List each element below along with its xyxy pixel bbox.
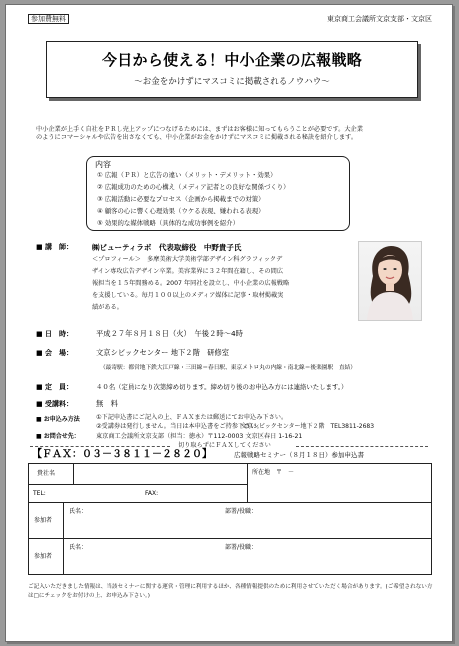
contact-line: 東京商工会議所文京支部（担当：徳永）〒112-0003 文京区春日 1-16-21 <box>96 433 303 440</box>
form-title: 広報戦略セミナー（８月１８日）参加申込書 <box>234 451 364 459</box>
page-title: 今日から使える！中小企業の広報戦略 <box>101 51 363 69</box>
contact-line: 文京シビックセンター地下２階 TEL3811-2683 <box>241 423 375 430</box>
intro-paragraph <box>36 126 436 142</box>
profile-line: 績がある。 <box>92 304 123 311</box>
contents-box <box>86 156 350 231</box>
attendee-name-label: 氏名： <box>69 508 88 515</box>
profile-line: ＜プロフィール＞ 多摩美術大学美術学部デザイン科グラフィックデ <box>92 256 283 263</box>
venue-label: ■ 会 場： <box>36 349 74 357</box>
tel-fax-row <box>29 485 248 503</box>
title-box <box>46 41 418 98</box>
capacity-value: ４０名（定員になり次第締め切ります。締め切り後のお申込み方には連絡いたします。） <box>96 383 348 391</box>
company-label-cell <box>29 464 74 484</box>
attendee-row-2[interactable] <box>29 539 431 574</box>
intro-line: のようにコマーシャルや広告を出さなくても、中小企業がお金をかけずにマスコミに掲載される秘訣を紹介します。 <box>36 134 358 141</box>
capacity-label: ■ 定 員： <box>36 383 74 391</box>
attendee-dept-label: 部署/役職： <box>225 544 258 551</box>
attendee-row-1[interactable] <box>29 503 431 539</box>
apply-line: ①下記申込書にご記入の上、ＦＡＸまたは郵送にてお申込み下さい。 <box>96 414 288 421</box>
lecturer-name: ㈱ビューティラボ 代表取締役 中野貴子氏 <box>92 243 242 252</box>
address-field-label: 所在地 〒 － <box>252 469 295 476</box>
contact-label: ■ お問合せ先： <box>36 433 80 440</box>
cut-line-right <box>296 446 428 447</box>
attendee-label-cell <box>29 539 64 574</box>
attendee-name-label: 氏名： <box>69 544 88 551</box>
cut-line-label: 切り取らずにＦＡＸしてください <box>178 442 271 449</box>
attendee-label-cell <box>29 503 64 538</box>
flyer-sheet <box>5 4 453 642</box>
fax-field-label: FAX: <box>145 490 159 497</box>
intro-line: 中小企業が上手く自社をＰＲし売上アップにつなげるためには、まずはお客様に知ってもらうことが必要です。大企業 <box>36 126 363 133</box>
attendee-dept-label: 部署/役職： <box>225 508 258 515</box>
company-field-label: 貴社名 <box>37 470 56 477</box>
address-field[interactable] <box>248 464 431 503</box>
contents-item: ③ 広報活動に必要なプロセス（企画から掲載までの対策） <box>97 195 265 203</box>
contents-item: ① 広報（ＰＲ）と広告の違い（メリット・デメリット・効果） <box>97 171 277 179</box>
date-label: ■ 日 時： <box>36 330 74 338</box>
contents-item: ② 広報成功のための心構え（メディア記者との良好な関係づくり） <box>97 183 290 191</box>
lecturer-label: ■ 講 師： <box>36 243 74 251</box>
fee-value: 無 料 <box>96 399 118 408</box>
lecturer-photo <box>358 241 422 321</box>
contents-item: ⑤ 効果的な媒体戦略（具体的な成功事例を紹介） <box>97 219 239 227</box>
venue-access: （最寄駅：都営地下鉄大江戸線・三田線＝春日駅、東京メトロ丸の内線・南北線＝後楽園駅 直結） <box>100 365 356 371</box>
date-value: 平成２７年８月１８日（火） 午後２時～4時 <box>96 329 243 338</box>
attendee-label: 参加者 <box>34 517 53 524</box>
apply-line: ②受講券は発行しません。当日は本申込書をご持参下さい。 <box>96 423 263 430</box>
profile-line: ザイン専攻広告デザイン卒業。美容業界に３２年間在籍し、その間広 <box>92 268 283 275</box>
fax-number: 【ＦＡＸ：０３－３８１１－２８２０】 <box>32 449 212 460</box>
contents-item: ④ 顧客の心に響く心理効果（ウケる表現、嫌われる表現） <box>97 207 265 215</box>
organizer-label: 東京商工会議所文京支部・文京区 <box>327 15 432 23</box>
privacy-footnote: ご記入いただきました情報は、当該セミナーに関する運営・管理に利用するほか、各種情報提供のために利用させていただく場合があります。(ご希望されない方は□にチェックをお付けの上、お申込み下さい。) <box>28 584 433 599</box>
fee-label: ■ 受講料： <box>36 400 74 408</box>
attendee-label: 参加者 <box>34 553 53 560</box>
free-badge: 参加費無料 <box>28 14 69 24</box>
tel-field-label: TEL: <box>33 490 46 497</box>
profile-line: 報担当を１５年間務める。2007 年同社を設立し、中小企業の広報戦略 <box>92 280 290 287</box>
page-subtitle: ～お金をかけずにマスコミに掲載されるノウハウ～ <box>134 77 330 87</box>
cut-line-left <box>30 446 170 447</box>
apply-label: ■ お申込み方法 <box>36 416 80 423</box>
profile-line: を支援している。毎月１００以上のメディア媒体に記事・取材掲載実 <box>92 292 284 299</box>
application-form <box>28 463 432 575</box>
lecturer-portrait-icon <box>359 242 421 320</box>
venue-value: 文京シビックセンター 地下２階 研修室 <box>96 348 230 357</box>
contents-heading: 内容 <box>95 160 111 169</box>
